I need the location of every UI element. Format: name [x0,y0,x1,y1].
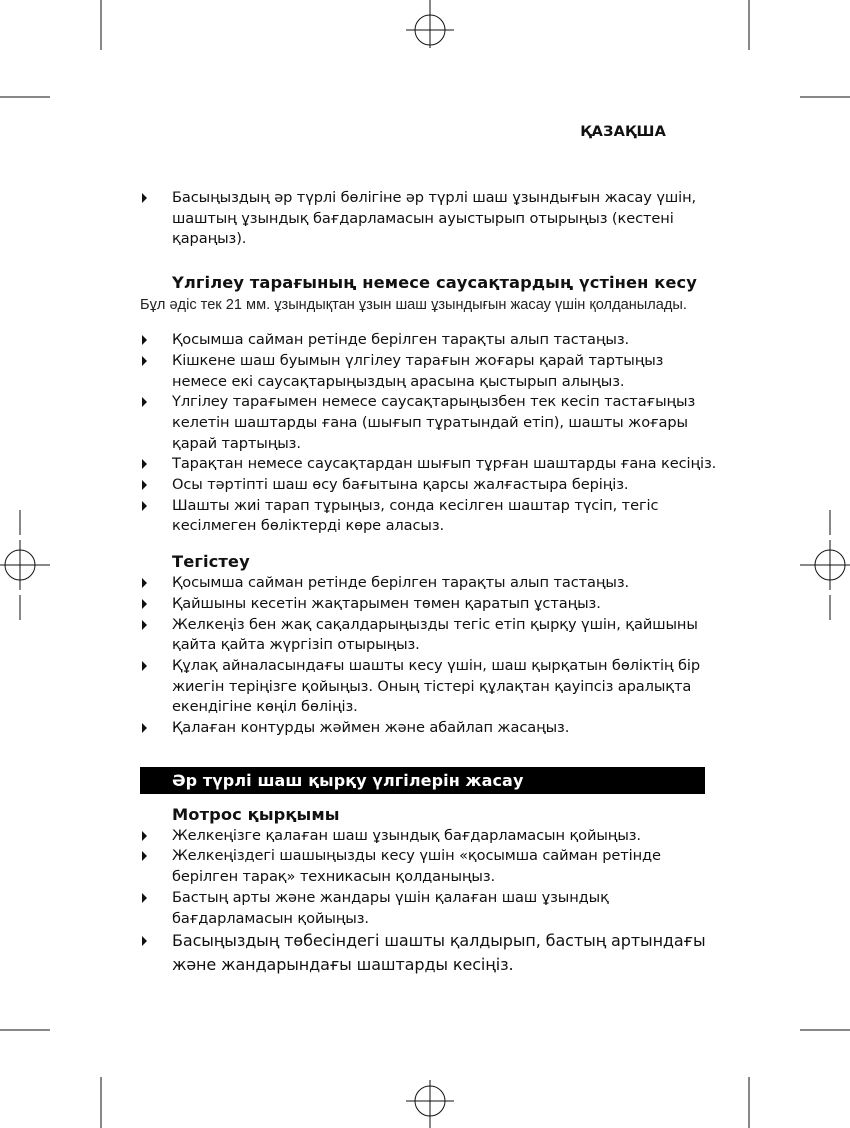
crew-cut-title: Мотрос қырқымы [172,804,340,824]
list-item: Желкеңіздегі шашыңызды кесу үшін «қосымша сайман ретінде берілген тарақ» техникасын қолданыңыз. [140,846,720,887]
list-item: Желкеңіз бен жақ сақалдарыңызды тегіс етіп қырқу үшін, қайшыны қайта қайта жүргізіп отырыңыз. [140,615,720,656]
list-item: Шашты жиі тарап тұрыңыз, сонда кесілген шаштар түсіп, тегіс кесілмеген бөліктерді көре аласыз. [140,496,720,537]
list-item: Осы тәртіпті шаш өсу бағытына қарсы жалғастыра беріңіз. [140,475,720,496]
page-content [140,188,720,977]
list-item: Тарақтан немесе саусақтардан шығып тұрған шаштарды ғана кесіңіз. [140,454,720,475]
section1-list [140,188,720,250]
list-item: Қайшыны кесетін жақтарымен төмен қаратып ұстаңыз. [140,594,720,615]
trimming-title: Тегістеу [172,552,250,572]
list-item: Құлақ айналасындағы шашты кесу үшін, шаш қырқатын бөліктің бір жиегін теріңізге қойыңыз. Оның тістері құлақтан қауіпсіз аралықта екендігіне көңіл бөліңіз. [140,656,720,718]
comb-cut-title: Үлгілеу тарағының немесе саусақтардың үстінен кесу [172,273,698,293]
list-item: Басыңыздың әр түрлі бөлігіне әр түрлі шаш ұзындығын жасау үшін, шаштың ұзындық бағдарламасын ауыстырып отырыңыз (кестені қараңыз). [140,188,720,250]
list-item: Қосымша сайман ретінде берілген тарақты алып тастаңыз. [140,330,720,351]
list-item: Қосымша сайман ретінде берілген тарақты алып тастаңыз. [140,573,720,594]
language-label: ҚАЗАҚША [580,124,666,140]
section-banner: Әр түрлі шаш қырқу үлгілерін жасау [140,767,705,794]
trimming-list [140,573,720,739]
comb-cut-list [140,330,720,537]
comb-cut-intro: Бұл әдіс тек 21 мм. ұзындықтан ұзын шаш ұзындығын жасау үшін қолданылады. [140,297,687,314]
crew-cut-list [140,826,720,978]
list-item: Бастың арты және жандары үшін қалаған шаш ұзындық бағдарламасын қойыңыз. [140,888,720,929]
list-item: Желкеңізге қалаған шаш ұзындық бағдарламасын қойыңыз. [140,826,720,847]
list-item: Қалаған контурды жәймен және абайлап жасаңыз. [140,718,720,739]
list-item: Кішкене шаш буымын үлгілеу тарағын жоғары қарай тартыңыз немесе екі саусақтарыңыздың арасына қыстырып алыңыз. [140,351,720,392]
list-item: Басыңыздың төбесіндегі шашты қалдырып, бастың артындағы және жандарындағы шаштарды кесіңіз. [140,929,720,977]
list-item: Үлгілеу тарағымен немесе саусақтарыңызбен тек кесіп тастағыңыз келетін шаштарды ғана (шығып тұратындай етіп), шашты жоғары қарай тартыңыз. [140,392,720,454]
